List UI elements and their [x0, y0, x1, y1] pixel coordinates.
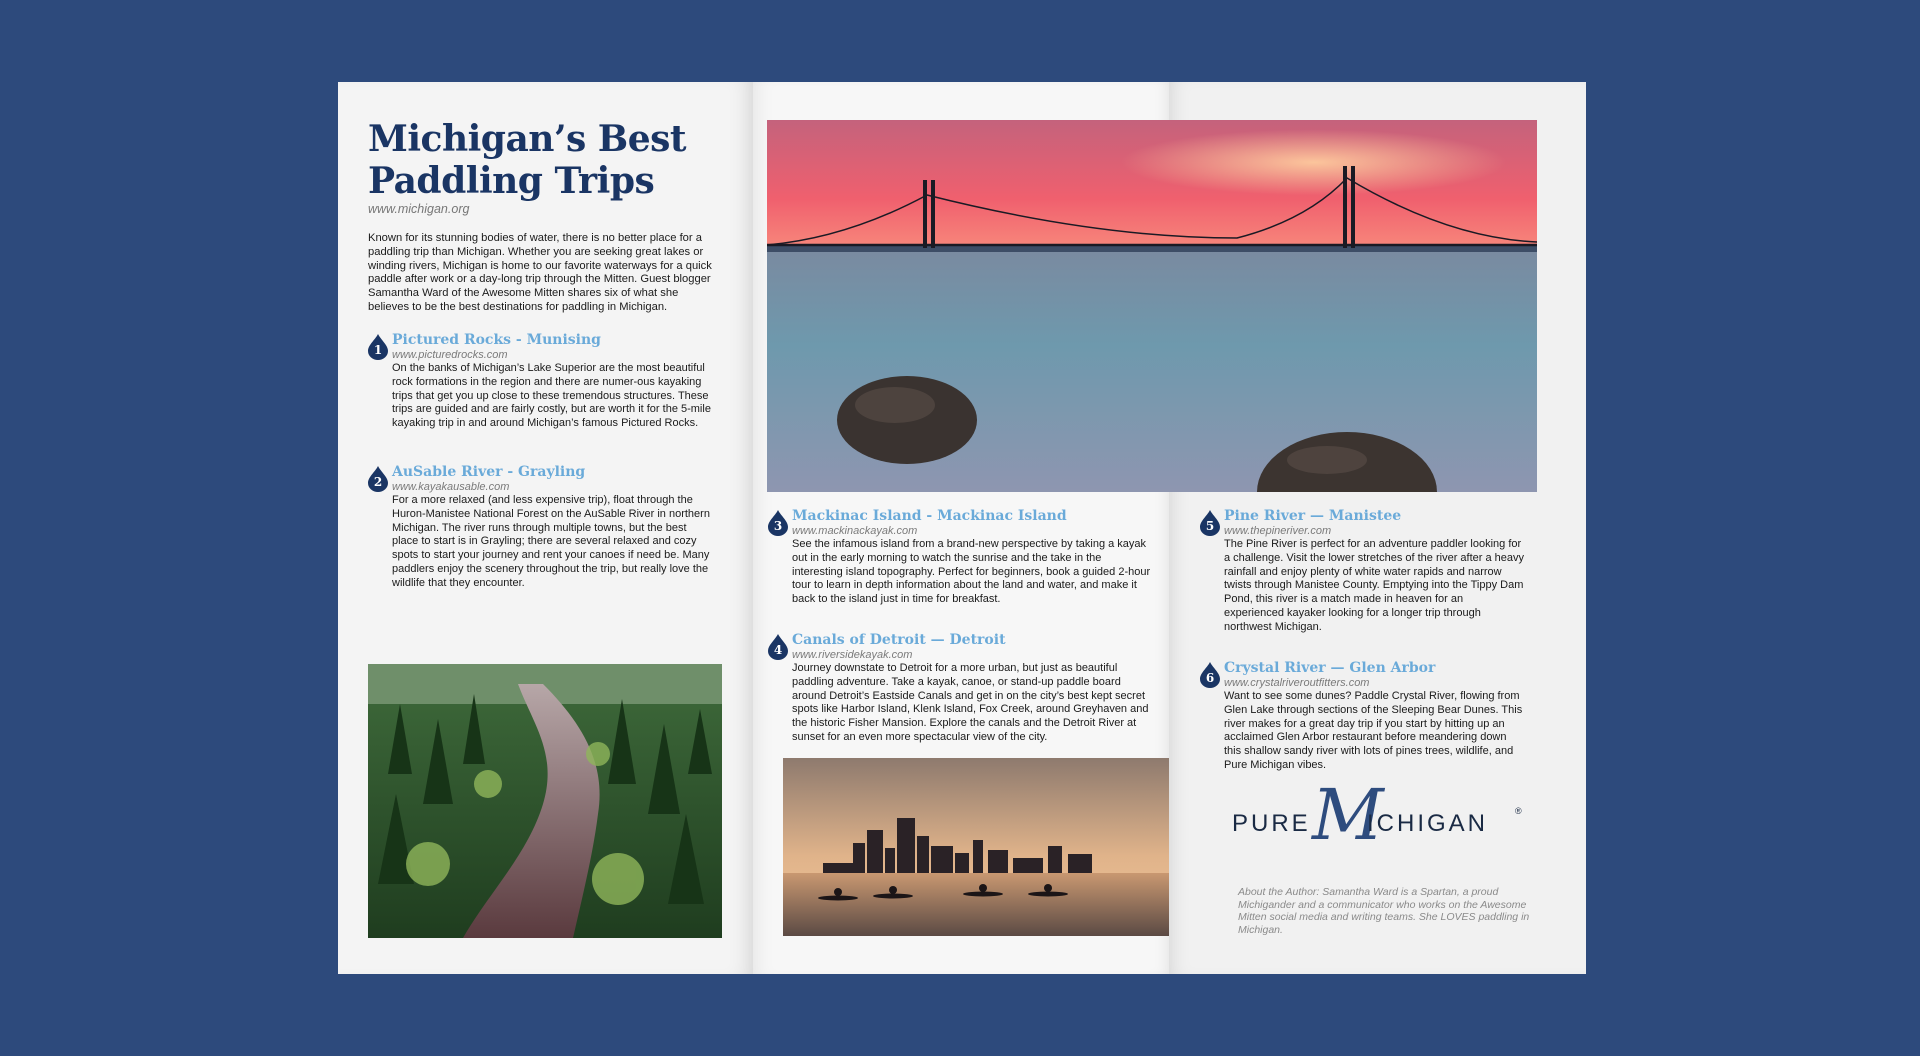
drop-number-icon — [768, 510, 788, 536]
entry-title: Crystal River — Glen Arbor — [1224, 660, 1436, 676]
entry-title: Pine River — Manistee — [1224, 508, 1402, 524]
entry-url[interactable]: www.riversidekayak.com — [792, 649, 913, 661]
drop-number-icon — [768, 634, 788, 660]
entry-title: Mackinac Island - Mackinac Island — [792, 508, 1067, 524]
site-url: www.michigan.org — [368, 202, 470, 216]
entry-url[interactable]: www.kayakausable.com — [392, 481, 510, 493]
entry-number: 3 — [773, 519, 783, 533]
title-line-2: Paddling Trips — [368, 160, 655, 202]
entry-url[interactable]: www.picturedrocks.com — [392, 349, 508, 361]
logo-registered-mark: ® — [1515, 806, 1522, 816]
entry-title: Canals of Detroit — Detroit — [792, 632, 1006, 648]
detroit-skyline-photo — [783, 758, 1171, 936]
entry-number: 4 — [773, 643, 783, 657]
brochure — [338, 82, 1586, 974]
entry-url[interactable]: www.crystalriveroutfitters.com — [1224, 677, 1370, 689]
entry-body: For a more relaxed (and less expensive trip), float through the Huron-Manistee National Forest on the AuSable River in northern Michigan. The river runs through multiple towns, but the best place to start is in Grayling; there are several relaxed and cozy spots to start your journey and rent your canoes if need be. Many paddlers enjoy the scenery throughout the trip, but really love the wildlife that they encounter. — [392, 494, 710, 589]
logo-pure-text: PURE — [1232, 810, 1311, 837]
entry-number: 6 — [1205, 671, 1215, 685]
drop-number-icon — [1200, 510, 1220, 536]
entry-url[interactable]: www.mackinackayak.com — [792, 525, 918, 537]
page-title — [368, 118, 686, 202]
entry-number: 2 — [373, 475, 383, 489]
entry-body: Journey downstate to Detroit for a more urban, but just as beautiful paddling adventure. Take a kayak, canoe, or stand-up paddle board around Detroit’s Eastside Canals and get in on the city’s best kept secret spots like Harbor Island, Klenk Island, Fox Creek, around Greyhaven and the historic Fisher Mansion. Explore the canals and the Detroit River at sunset for an even more spectacular view of the city. — [792, 662, 1149, 743]
drop-number-icon — [1200, 662, 1220, 688]
logo-ichigan-text: ICHIGAN — [1367, 810, 1489, 837]
entry-body: The Pine River is perfect for an adventure paddler looking for a challenge. Visit the lower stretches of the river after a heavy rainfall and enjoy plenty of white water rapids and narrow twists through Manistee County. Emptying into the Tippy Dam Pond, this river is a match made in heaven for an experienced kayaker looking for a longer trip through northwest Michigan. — [1224, 538, 1525, 633]
about-author: About the Author: Samantha Ward is a Spartan, a proud Michigander and a communicator who works on the Awesome Mitten social media and writing teams. She LOVES paddling in Michigan. — [1238, 886, 1530, 936]
pure-michigan-logo — [1232, 774, 1532, 860]
river-forest-photo — [368, 664, 722, 938]
entry-title: Pictured Rocks - Munising — [392, 332, 601, 348]
entry-body: On the banks of Michigan’s Lake Superior are the most beautiful rock formations in the region and there are numer-ous kayaking trips that get you up close to these tremendous structures. These trips are guided and are fairly costly, but are worth it for the 5-mile kayaking trip in and around Michigan’s famous Pictured Rocks. — [392, 362, 711, 430]
entry-number: 5 — [1205, 519, 1215, 533]
entry-body: See the infamous island from a brand-new perspective by taking a kayak out in the early morning to watch the sunrise and the take in the interesting island topography. Perfect for beginners, book a guided 2-hour tour to learn in depth information about the land and water, and make it back to the island just in time for breakfast. — [792, 538, 1151, 606]
logo-m-letter: M — [1312, 774, 1384, 856]
intro-text: Known for its stunning bodies of water, there is no better place for a paddling trip than Michigan. Whether you are seeking great lakes or winding rivers, Michigan is home to our favorite waterways for a quick paddle after work or a day-long trip through the Mitten. Guest blogger Samantha Ward of the Awesome Mitten shares six of what she believes to be the best destinations for paddling in Michigan. — [368, 232, 712, 313]
title-line-1: Michigan’s Best — [368, 118, 687, 160]
entry-body: Want to see some dunes? Paddle Crystal River, flowing from Glen Lake through sections of the Sleeping Bear Dunes. This river makes for a great day trip if you start by hitting up an acclaimed Glen Arbor restaurant before meandering down this shallow sandy river with lots of pines trees, wildlife, and Pure Michigan vibes. — [1224, 690, 1523, 771]
entry-url[interactable]: www.thepineriver.com — [1224, 525, 1332, 537]
drop-number-icon — [368, 466, 388, 492]
entry-number: 1 — [373, 343, 383, 357]
entry-title: AuSable River - Grayling — [392, 464, 586, 480]
left-panel — [338, 82, 753, 974]
drop-number-icon — [368, 334, 388, 360]
mackinac-bridge-photo — [767, 120, 1537, 492]
